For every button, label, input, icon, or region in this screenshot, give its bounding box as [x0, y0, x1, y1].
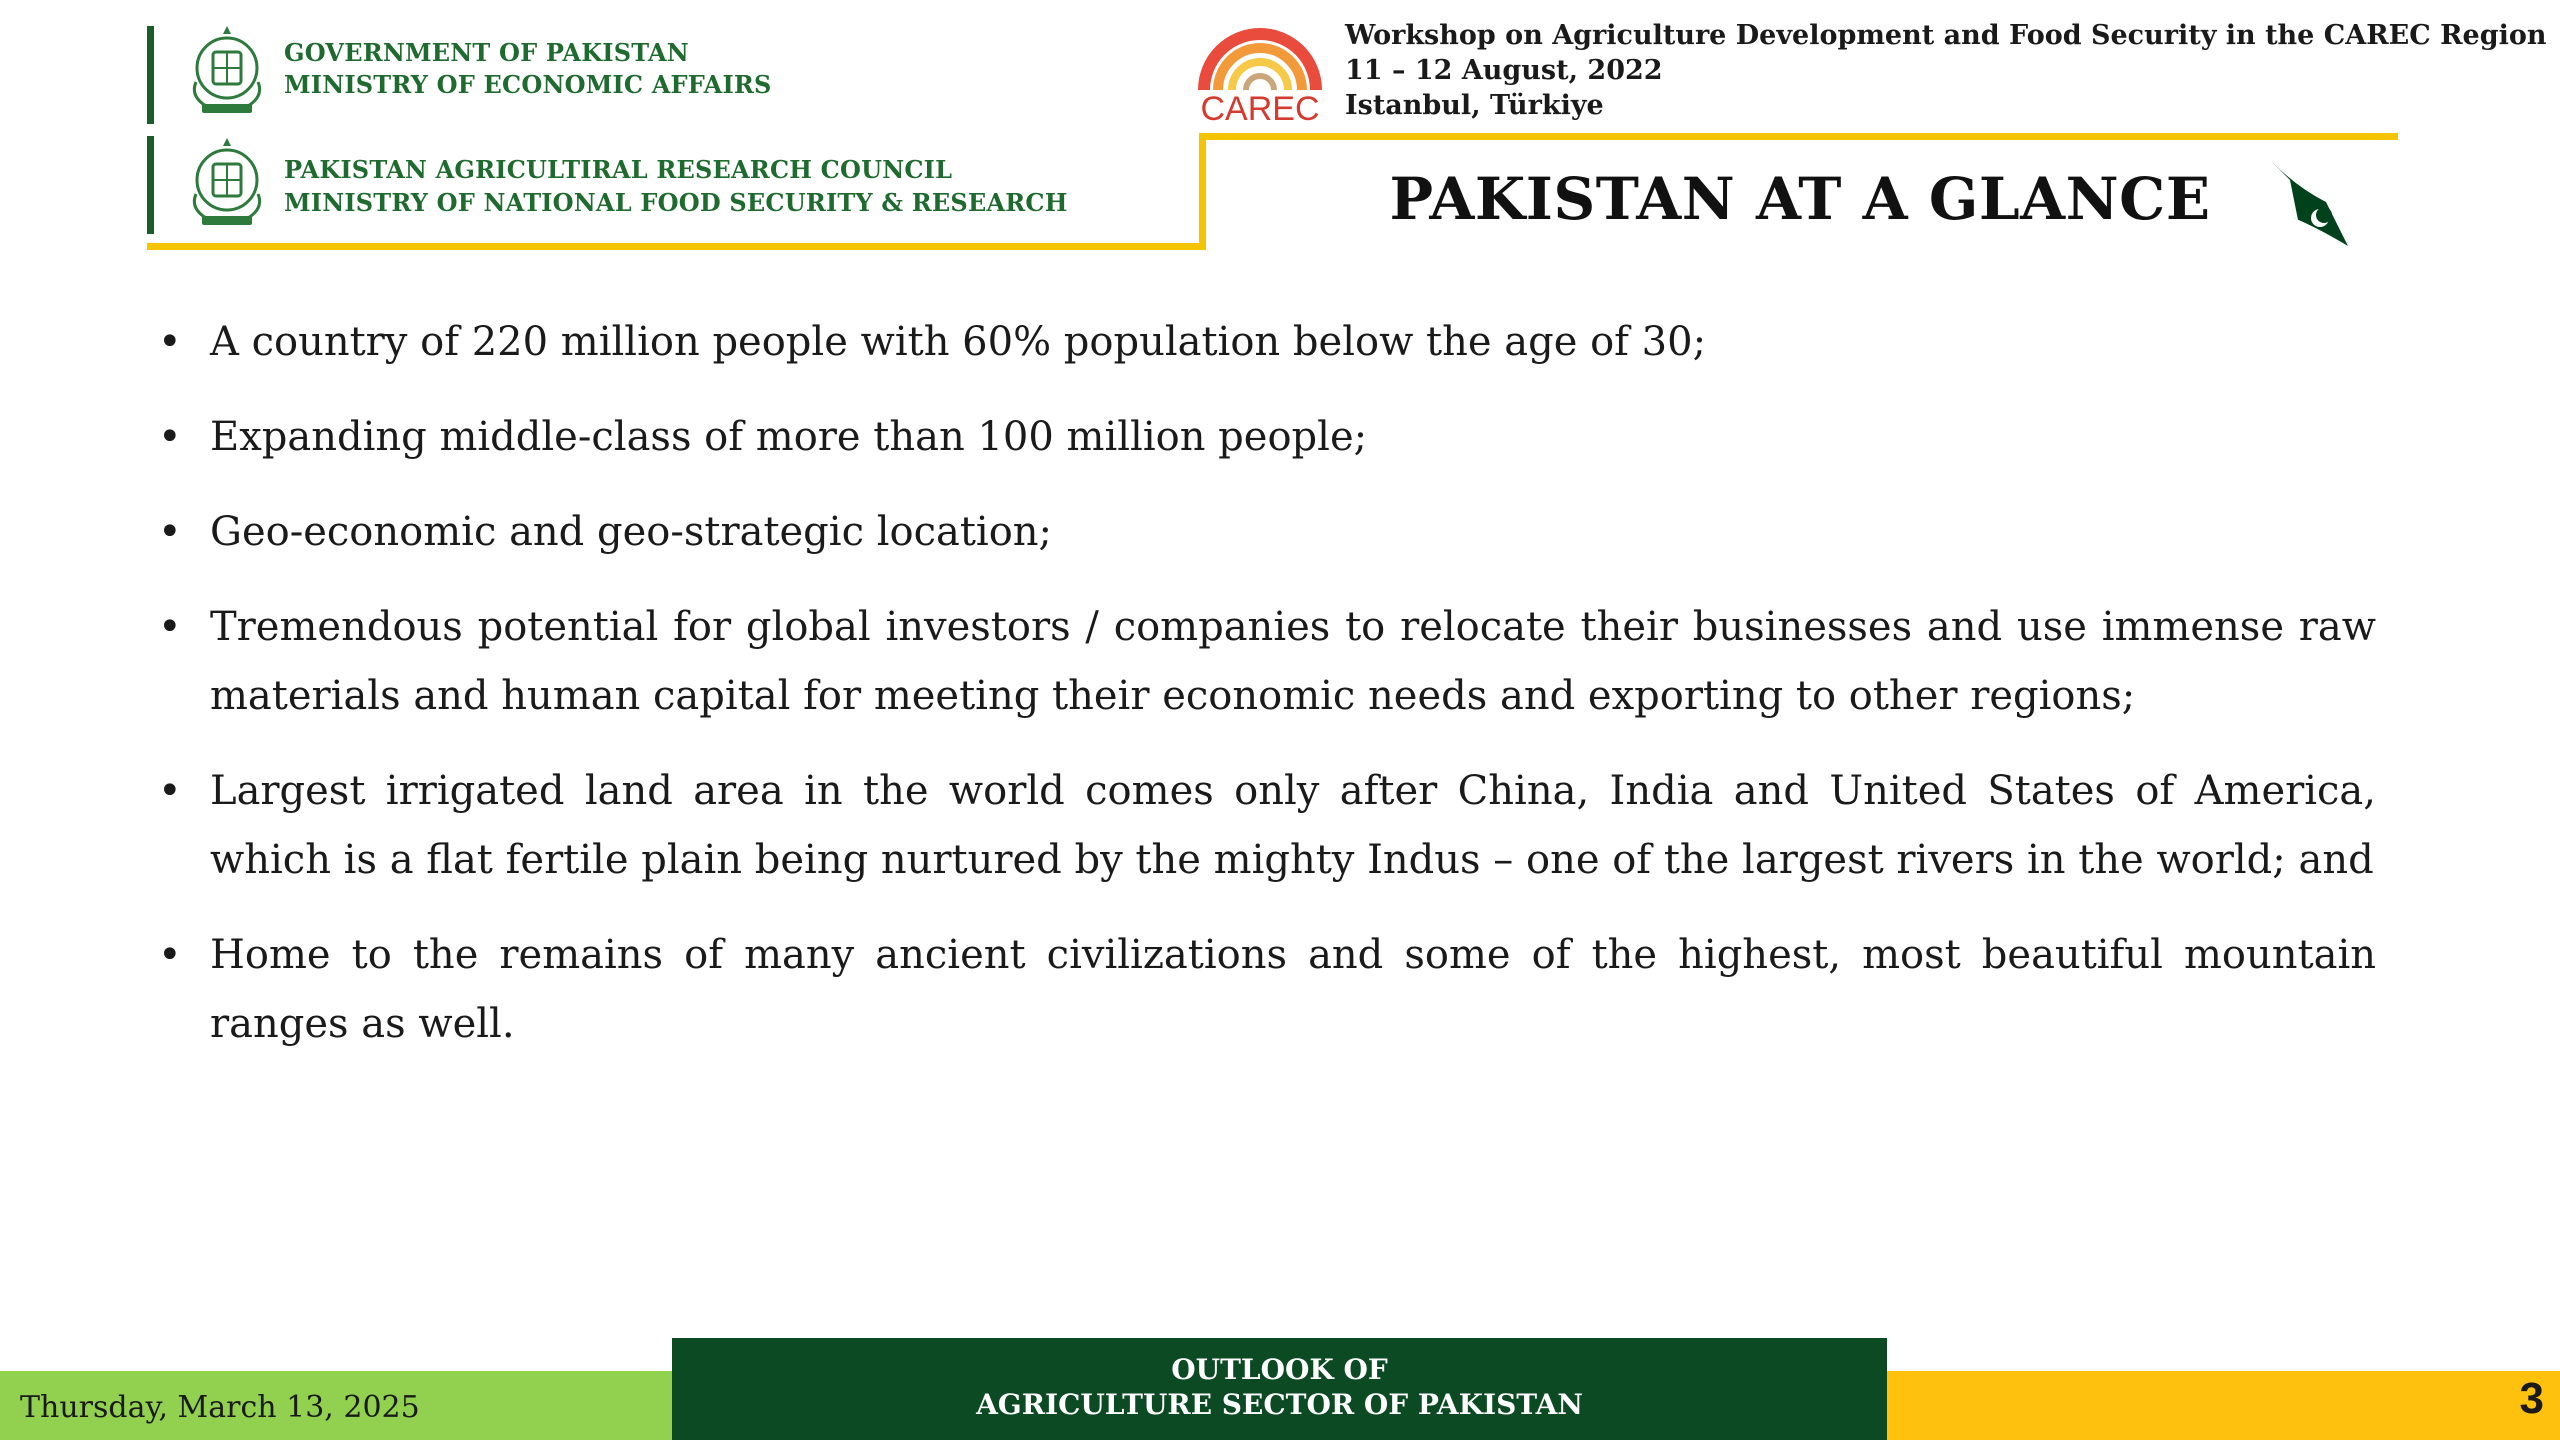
list-item [150, 403, 2376, 472]
list-item [150, 308, 2376, 377]
bullet-text: Geo-economic and geo-strategic location; [210, 509, 1053, 555]
page-title: PAKISTAN AT A GLANCE [1389, 165, 2211, 233]
list-item [150, 593, 2376, 731]
header-divider-bar [147, 26, 154, 124]
footer-band-right [1887, 1371, 2560, 1440]
footer-title-line2: AGRICULTURE SECTOR OF PAKISTAN [976, 1388, 1583, 1421]
header-divider-bar [147, 136, 154, 234]
bullet-text: A country of 220 million people with 60% population below the age of 30; [210, 319, 1707, 365]
list-item [150, 757, 2376, 895]
bullet-dot: • [158, 509, 182, 555]
state-emblem-icon [186, 20, 268, 120]
footer-date: Thursday, March 13, 2025 [20, 1390, 420, 1425]
bullet-dot: • [158, 768, 182, 814]
org-ministry: MINISTRY OF ECONOMIC AFFAIRS [284, 70, 772, 99]
bullet-list [150, 308, 2376, 1085]
list-item [150, 498, 2376, 567]
pakistan-flag-icon [2268, 158, 2354, 250]
state-emblem-icon [186, 132, 268, 232]
org-name: GOVERNMENT OF PAKISTAN [284, 38, 689, 67]
bullet-dot: • [158, 414, 182, 460]
bullet-text: Largest irrigated land area in the world comes only after China, India and United States of America, which is a flat fertile plain being nurtured by the mighty Indus – one of the largest rivers in the world; and [210, 768, 2376, 883]
org-ministry: MINISTRY OF NATIONAL FOOD SECURITY & RESEARCH [284, 188, 1068, 217]
bullet-text: Home to the remains of many ancient civilizations and some of the highest, most beautiful mountain ranges as well. [210, 932, 2376, 1047]
workshop-dates: 11 – 12 August, 2022 [1345, 55, 1663, 86]
carec-logo-text: CAREC [1200, 90, 1320, 128]
bullet-dot: • [158, 319, 182, 365]
workshop-location: Istanbul, Türkiye [1345, 90, 1604, 121]
bullet-dot: • [158, 932, 182, 978]
list-item [150, 921, 2376, 1059]
page-number: 3 [2519, 1374, 2544, 1423]
footer-title-line1: OUTLOOK OF [1171, 1353, 1388, 1386]
carec-logo-icon [1196, 20, 1324, 128]
header-accent-line [147, 243, 1206, 250]
bullet-text: Expanding middle-class of more than 100 million people; [210, 414, 1368, 460]
header-accent-line [1199, 133, 2398, 140]
header-accent-line [1199, 134, 1206, 250]
workshop-title: Workshop on Agriculture Development and Food Security in the CAREC Region [1345, 20, 2547, 51]
bullet-text: Tremendous potential for global investors / companies to relocate their businesses and use immense raw materials and human capital for meeting their economic needs and exporting to other regions; [210, 604, 2376, 719]
org-council: PAKISTAN AGRICULTIRAL RESEARCH COUNCIL [284, 155, 953, 184]
bullet-dot: • [158, 604, 182, 650]
